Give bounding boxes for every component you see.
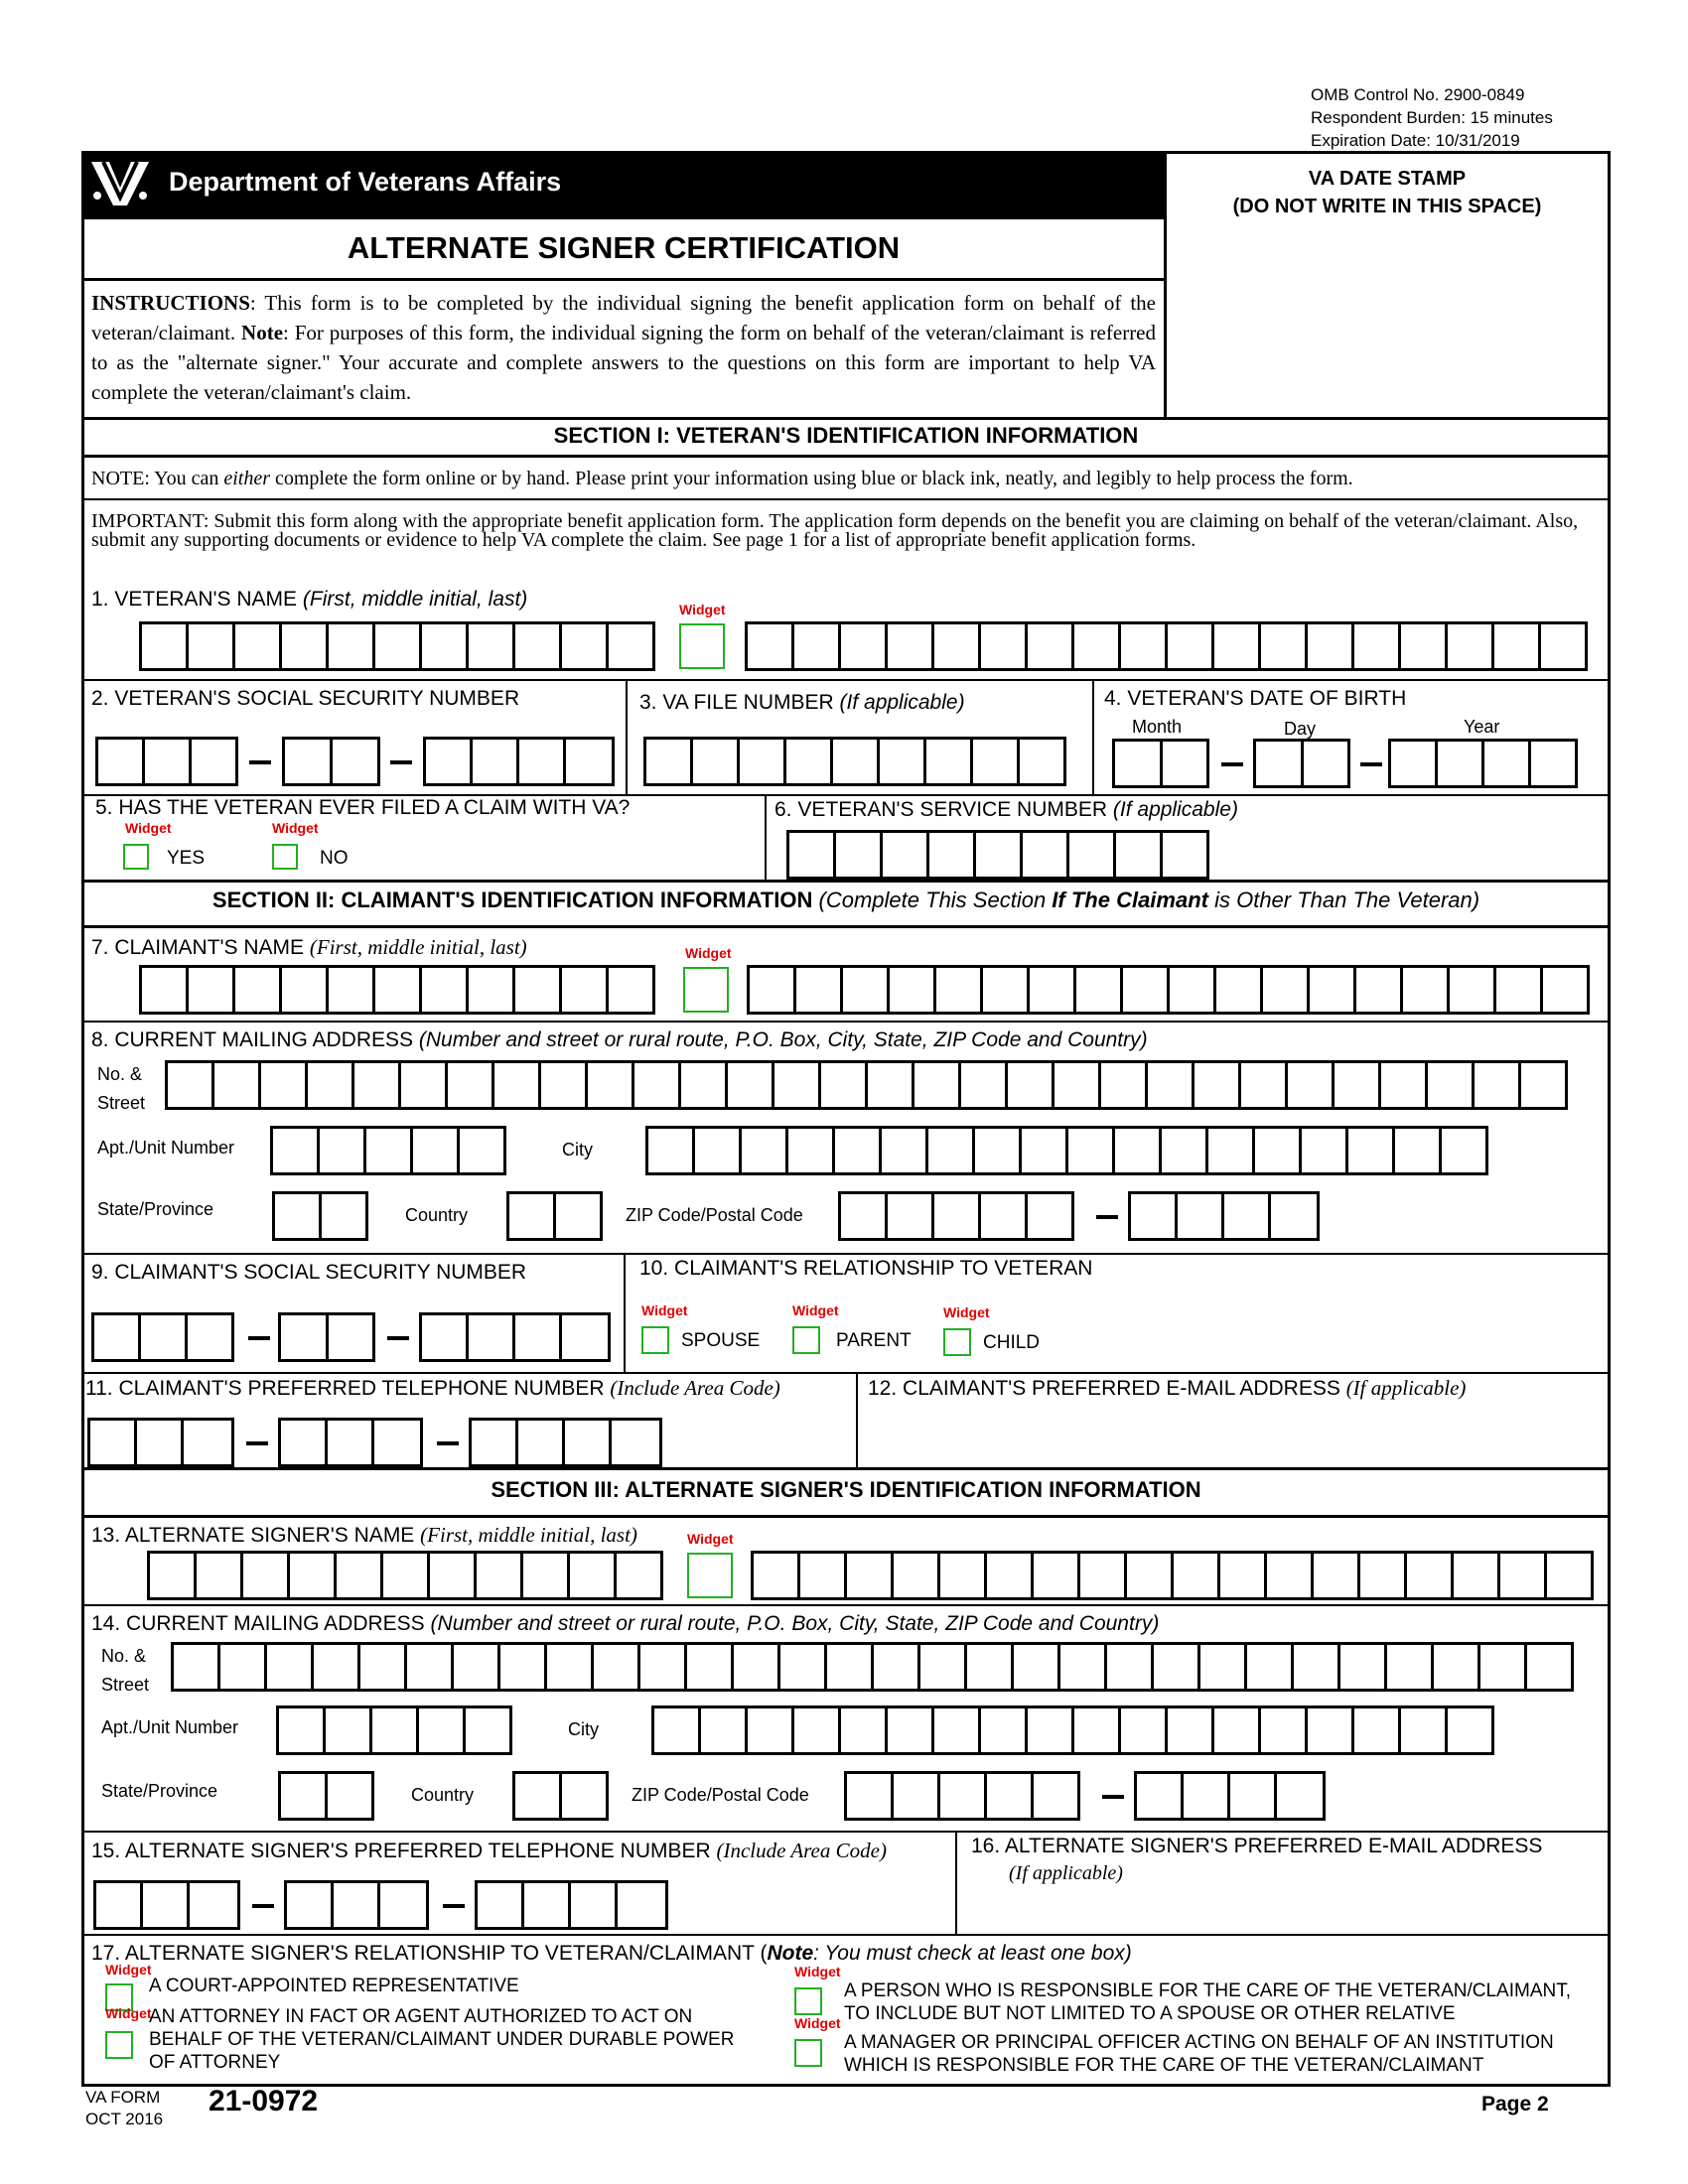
q4-month-label: Month <box>1132 717 1183 737</box>
q12-label: 12. CLAIMANT'S PREFERRED E-MAIL ADDRESS (If applicable) <box>868 1376 1467 1400</box>
signer-last-name-boxes[interactable] <box>751 1551 1605 1600</box>
q15-label: 15. ALTERNATE SIGNER'S PREFERRED TELEPHONE NUMBER (Include Area Code) <box>91 1839 887 1862</box>
veteran-last-name-boxes[interactable] <box>745 621 1597 671</box>
q10-label: 10. CLAIMANT'S RELATIONSHIP TO VETERAN <box>639 1257 1093 1280</box>
instructions: INSTRUCTIONS: This form is to be completed by the individual signing the benefit application form on behalf of the veteran/claimant. Note: For purposes of this form, the individual signing the form on behalf of the veteran/claimant is referred to as the "alternate signer." Your accurate and complete answers to the questions on this form are important to help VA complete the veteran/claimant's claim. <box>91 291 1157 404</box>
footer-page-number: Page 2 <box>1481 2093 1549 2116</box>
signer-country-boxes[interactable] <box>512 1771 609 1821</box>
claimant-zip-boxes[interactable] <box>838 1191 1082 1241</box>
signer-phone-area[interactable] <box>93 1880 242 1930</box>
widget-tag: Widget <box>792 1302 839 1318</box>
important-text: IMPORTANT: Submit this form along with the appropriate benefit application form. The application form depends on the benefit you are claiming on behalf of the veteran/claimant. Also, submit any supporting documents or evidence to help VA complete the claim. See page 1 for a list of appropriate benefit application forms. <box>91 510 1579 551</box>
signer-apt-boxes[interactable] <box>276 1706 518 1755</box>
claimant-ssn-part2[interactable] <box>278 1312 375 1362</box>
q4-day-label: Day <box>1284 719 1317 739</box>
signer-zip-boxes[interactable] <box>844 1771 1088 1821</box>
veteran-ssn-part1[interactable] <box>95 737 242 786</box>
q16-label: 16. ALTERNATE SIGNER'S PREFERRED E-MAIL ADDRESS <box>971 1835 1543 1857</box>
va-date-stamp <box>1167 165 1608 220</box>
dob-month-boxes[interactable] <box>1112 739 1209 788</box>
claimant-first-name-boxes[interactable] <box>139 965 663 1015</box>
claimant-phone-area[interactable] <box>87 1418 236 1467</box>
note-text: NOTE: You can either complete the form online or by hand. Please print your information using blue or black ink, neatly, and legibly to help process the form. <box>91 468 1353 489</box>
claimant-street-boxes[interactable] <box>165 1060 1603 1110</box>
signer-state-boxes[interactable] <box>278 1771 374 1821</box>
q10-spouse-label: SPOUSE <box>681 1330 761 1351</box>
instructions-label: INSTRUCTIONS <box>91 291 250 315</box>
q4-year-label: Year <box>1464 717 1500 737</box>
form-title: ALTERNATE SIGNER CERTIFICATION <box>347 230 901 265</box>
q14-street-label: No. & Street <box>101 1646 150 1695</box>
q5-yes-checkbox[interactable] <box>123 844 149 870</box>
veteran-ssn-part2[interactable] <box>282 737 380 786</box>
claimant-country-boxes[interactable] <box>506 1191 603 1241</box>
widget-tag: Widget <box>685 945 732 961</box>
dob-day-boxes[interactable] <box>1253 739 1350 788</box>
signer-phone-line[interactable] <box>475 1880 671 1930</box>
widget-tag: Widget <box>125 820 172 836</box>
omb-burden: Respondent Burden: 15 minutes <box>1311 108 1553 127</box>
claimant-zip-ext-boxes[interactable] <box>1128 1191 1323 1241</box>
agency-banner <box>81 151 1166 216</box>
q8-city-label: City <box>562 1140 593 1160</box>
q10-parent-checkbox[interactable] <box>792 1326 820 1354</box>
claimant-ssn-part3[interactable] <box>419 1312 614 1362</box>
claimant-city-boxes[interactable] <box>645 1126 1511 1175</box>
q6-label: 6. VETERAN'S SERVICE NUMBER (If applicable) <box>774 798 1238 821</box>
q10-child-label: CHILD <box>983 1332 1041 1353</box>
q9-label: 9. CLAIMANT'S SOCIAL SECURITY NUMBER <box>91 1261 527 1284</box>
q17-label: 17. ALTERNATE SIGNER'S RELATIONSHIP TO VETERAN/CLAIMANT (Note: You must check at least one box) <box>91 1942 1132 1965</box>
q10-parent-label: PARENT <box>836 1330 912 1351</box>
q7-label: 7. CLAIMANT'S NAME (First, middle initial, last) <box>91 935 527 959</box>
widget-tag: Widget <box>641 1302 688 1318</box>
q13-label: 13. ALTERNATE SIGNER'S NAME (First, middle initial, last) <box>91 1523 637 1547</box>
agency-name: Department of Veterans Affairs <box>169 167 562 197</box>
widget-tag: Widget <box>943 1304 990 1320</box>
widget-tag: Widget <box>794 1964 841 1979</box>
claimant-last-name-boxes[interactable] <box>747 965 1599 1015</box>
q8-street-label: No. & Street <box>97 1064 146 1113</box>
q14-country-label: Country <box>411 1785 475 1805</box>
signer-first-name-boxes[interactable] <box>147 1551 673 1600</box>
q14-label: 14. CURRENT MAILING ADDRESS (Number and street or rural route, P.O. Box, City, State, ZIP Code and Country) <box>91 1612 1160 1635</box>
claimant-middle-initial-box[interactable] <box>683 967 729 1013</box>
footer-form-info: VA FORM OCT 2016 <box>85 2088 164 2128</box>
q16-hint: (If applicable) <box>1009 1862 1123 1884</box>
q8-state-label: State/Province <box>97 1199 214 1219</box>
q5-yes-label: YES <box>167 848 206 869</box>
q17-court-label: A COURT-APPOINTED REPRESENTATIVE <box>149 1976 519 1996</box>
widget-tag: Widget <box>687 1531 734 1547</box>
section-3-title: SECTION III: ALTERNATE SIGNER'S IDENTIFICATION INFORMATION <box>491 1477 1201 1502</box>
claimant-phone-prefix[interactable] <box>278 1418 425 1467</box>
q1-label: 1. VETERAN'S NAME (First, middle initial, last) <box>91 588 528 611</box>
signer-middle-initial-box[interactable] <box>687 1553 733 1598</box>
q14-apt-label: Apt./Unit Number <box>101 1717 239 1737</box>
q17-care-label: A PERSON WHO IS RESPONSIBLE FOR THE CARE OF THE VETERAN/CLAIMANT, TO INCLUDE BUT NOT LIMITED TO A SPOUSE OR OTHER RELATIVE <box>844 1980 1571 2024</box>
omb-control: OMB Control No. 2900-0849 <box>1311 85 1525 104</box>
veteran-ssn-part3[interactable] <box>423 737 618 786</box>
q17-manager-checkbox[interactable] <box>794 2039 822 2067</box>
widget-tag: Widget <box>679 602 726 617</box>
omb-info <box>1311 83 1553 152</box>
widget-tag: Widget <box>272 820 319 836</box>
q17-manager-label: A MANAGER OR PRINCIPAL OFFICER ACTING ON BEHALF OF AN INSTITUTION WHICH IS RESPONSIBLE FOR THE CARE OF THE VETERAN/CLAIMANT <box>844 2032 1554 2076</box>
q4-label: 4. VETERAN'S DATE OF BIRTH <box>1104 687 1407 710</box>
q8-label: 8. CURRENT MAILING ADDRESS (Number and street or rural route, P.O. Box, City, State, ZIP Code and Country) <box>91 1028 1148 1051</box>
q8-zip-label: ZIP Code/Postal Code <box>626 1205 803 1225</box>
q14-zip-label: ZIP Code/Postal Code <box>632 1785 809 1805</box>
q11-label: 11. CLAIMANT'S PREFERRED TELEPHONE NUMBER (Include Area Code) <box>85 1376 780 1400</box>
claimant-state-boxes[interactable] <box>272 1191 368 1241</box>
widget-tag: Widget <box>105 2005 152 2021</box>
q5-label: 5. HAS THE VETERAN EVER FILED A CLAIM WITH VA? <box>95 796 631 819</box>
service-number-boxes[interactable] <box>786 830 1213 880</box>
widget-tag: Widget <box>105 1962 152 1978</box>
q10-spouse-checkbox[interactable] <box>641 1326 669 1354</box>
q14-state-label: State/Province <box>101 1781 218 1801</box>
veteran-middle-initial-box[interactable] <box>679 623 725 669</box>
va-logo-icon <box>89 158 151 209</box>
dob-year-boxes[interactable] <box>1388 739 1581 788</box>
stamp-line-2: (DO NOT WRITE IN THIS SPACE) <box>1232 196 1542 217</box>
q17-attorney-checkbox[interactable] <box>105 2031 133 2059</box>
q17-attorney-label: AN ATTORNEY IN FACT OR AGENT AUTHORIZED TO ACT ON BEHALF OF THE VETERAN/CLAIMANT UNDER DURABLE POWER OF ATTORNEY <box>149 2006 735 2073</box>
q5-no-label: NO <box>320 848 349 869</box>
signer-city-boxes[interactable] <box>651 1706 1517 1755</box>
signer-zip-ext-boxes[interactable] <box>1134 1771 1329 1821</box>
signer-phone-prefix[interactable] <box>284 1880 431 1930</box>
q10-child-checkbox[interactable] <box>943 1328 971 1356</box>
veteran-first-name-boxes[interactable] <box>139 621 657 671</box>
q8-apt-label: Apt./Unit Number <box>97 1138 235 1158</box>
q3-label: 3. VA FILE NUMBER (If applicable) <box>639 691 965 714</box>
section-1-title: SECTION I: VETERAN'S IDENTIFICATION INFORMATION <box>553 423 1139 448</box>
footer-form-number: 21-0972 <box>209 2085 319 2117</box>
signer-street-boxes[interactable] <box>171 1642 1607 1692</box>
q5-no-checkbox[interactable] <box>272 844 298 870</box>
q8-country-label: Country <box>405 1205 469 1225</box>
widget-tag: Widget <box>794 2015 841 2031</box>
claimant-ssn-part1[interactable] <box>91 1312 238 1362</box>
omb-expiration: Expiration Date: 10/31/2019 <box>1311 131 1520 150</box>
q14-city-label: City <box>568 1719 599 1739</box>
claimant-apt-boxes[interactable] <box>270 1126 512 1175</box>
q17-care-checkbox[interactable] <box>794 1987 822 2015</box>
claimant-phone-line[interactable] <box>469 1418 665 1467</box>
section-2-title: SECTION II: CLAIMANT'S IDENTIFICATION INFORMATION (Complete This Section If The Claimant is Other Than The Veteran) <box>211 887 1480 912</box>
va-file-number-boxes[interactable] <box>643 737 1070 786</box>
stamp-line-1: VA DATE STAMP <box>1308 168 1467 190</box>
q2-label: 2. VETERAN'S SOCIAL SECURITY NUMBER <box>91 687 520 710</box>
